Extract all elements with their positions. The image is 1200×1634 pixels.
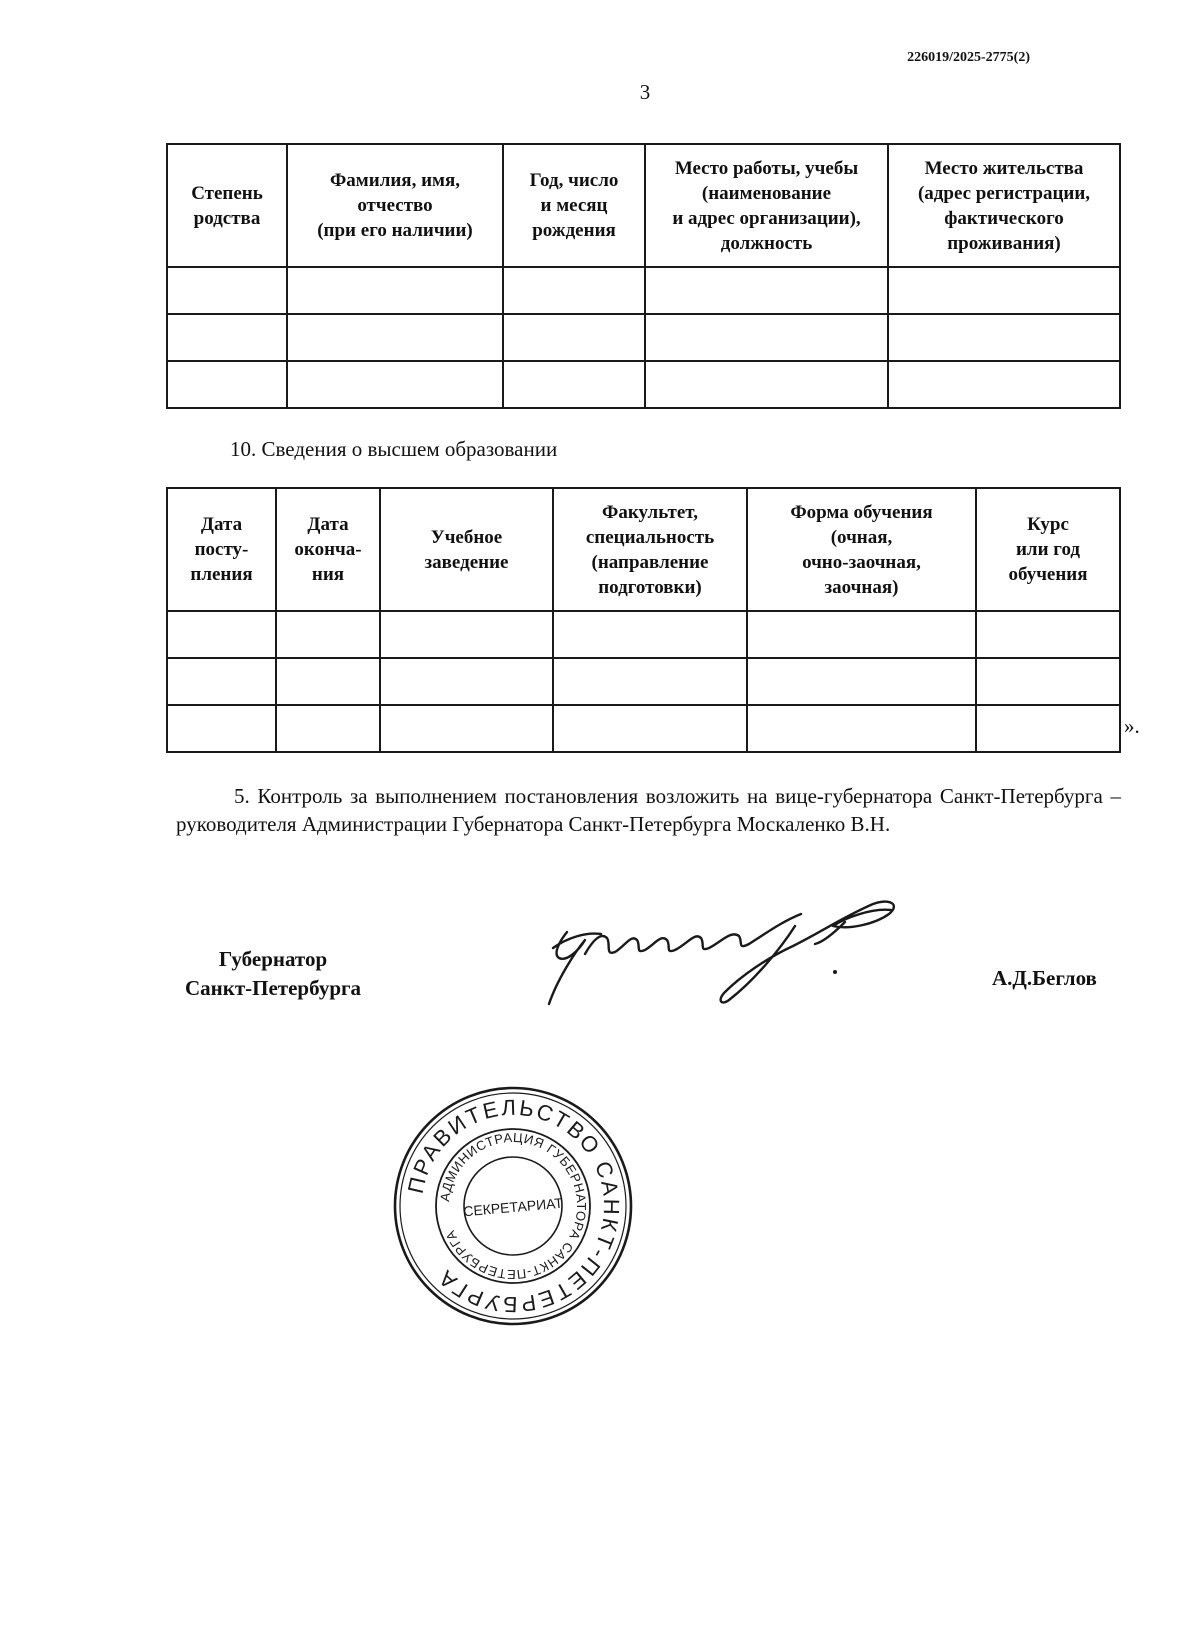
table-row: [167, 611, 1120, 658]
table-cell: [167, 267, 287, 314]
column-header-relationship: Степень родства: [167, 144, 287, 267]
table-row: [167, 267, 1120, 314]
column-header-full-name: Фамилия, имя, отчество (при его наличии): [287, 144, 503, 267]
column-header-birth-date: Год, число и месяц рождения: [503, 144, 645, 267]
table-cell: [553, 705, 747, 752]
table-cell: [287, 361, 503, 408]
seal-inner-text: АДМИНИСТРАЦИЯ ГУБЕРНАТОРА САНКТ-ПЕТЕРБУРГА: [437, 1129, 590, 1283]
table-cell: [287, 267, 503, 314]
table-cell: [888, 267, 1120, 314]
table-cell: [747, 705, 976, 752]
paragraph-5: 5. Контроль за выполнением постановления возложить на вице-губернатора Санкт-Петербурга – руководителя Администрации Губернатора Санкт-Петербурга Москаленко В.Н.: [176, 784, 1121, 836]
table-cell: [503, 314, 645, 361]
table-cell: [503, 361, 645, 408]
column-header-study-form: Форма обучения (очная, очно-заочная, заочная): [747, 488, 976, 611]
table-cell: [645, 267, 888, 314]
table-cell: [276, 658, 380, 705]
document-number: 226019/2025-2775(2): [907, 50, 1030, 65]
table-cell: [645, 361, 888, 408]
signatory-title-line1: Губернатор: [218, 947, 328, 971]
education-table: [166, 487, 1121, 753]
table-cell: [167, 658, 276, 705]
column-header-workplace: Место работы, учебы (наименование и адрес организации), должность: [645, 144, 888, 267]
table-cell: [888, 361, 1120, 408]
seal-outer-text: ПРАВИТЕЛЬСТВО САНКТ-ПЕТЕРБУРГА: [402, 1094, 625, 1318]
signatory-title-line2: Санкт-Петербурга: [184, 976, 362, 1000]
column-header-institution: Учебное заведение: [380, 488, 553, 611]
education-table-header-row: [167, 488, 1120, 611]
signatory-title: [168, 945, 378, 1003]
table-cell: [380, 658, 553, 705]
relatives-table: [166, 143, 1121, 409]
page-number: 3: [639, 80, 651, 104]
table-cell: [976, 611, 1120, 658]
table-cell: [276, 705, 380, 752]
table-cell: [747, 611, 976, 658]
table-cell: [553, 611, 747, 658]
table-cell: [380, 611, 553, 658]
table-cell: [747, 658, 976, 705]
table-cell: [976, 705, 1120, 752]
table-cell: [553, 658, 747, 705]
table-cell: [380, 705, 553, 752]
table-cell: [167, 611, 276, 658]
table-cell: [276, 611, 380, 658]
official-seal: [392, 1085, 634, 1327]
table-cell: [645, 314, 888, 361]
relatives-table-header-row: [167, 144, 1120, 267]
table-cell: [888, 314, 1120, 361]
table-cell: [287, 314, 503, 361]
table-row: [167, 314, 1120, 361]
signatory-name: А.Д.Беглов: [992, 966, 1097, 990]
column-header-faculty: Факультет, специальность (направление подготовки): [553, 488, 747, 611]
table-row: [167, 705, 1120, 752]
column-header-course-year: Курс или год обучения: [976, 488, 1120, 611]
column-header-residence: Место жительства (адрес регистрации, фактического проживания): [888, 144, 1120, 267]
closing-quote: ».: [1124, 714, 1140, 738]
table-cell: [976, 658, 1120, 705]
column-header-admission-date: Дата посту- пления: [167, 488, 276, 611]
seal-center-text: СЕКРЕТАРИАТ: [462, 1194, 564, 1220]
table-row: [167, 658, 1120, 705]
education-section-heading: 10. Сведения о высшем образовании: [230, 437, 558, 461]
table-row: [167, 361, 1120, 408]
table-cell: [167, 705, 276, 752]
column-header-graduation-date: Дата оконча- ния: [276, 488, 380, 611]
table-cell: [167, 314, 287, 361]
table-cell: [503, 267, 645, 314]
handwritten-signature: [545, 892, 935, 1012]
table-cell: [167, 361, 287, 408]
